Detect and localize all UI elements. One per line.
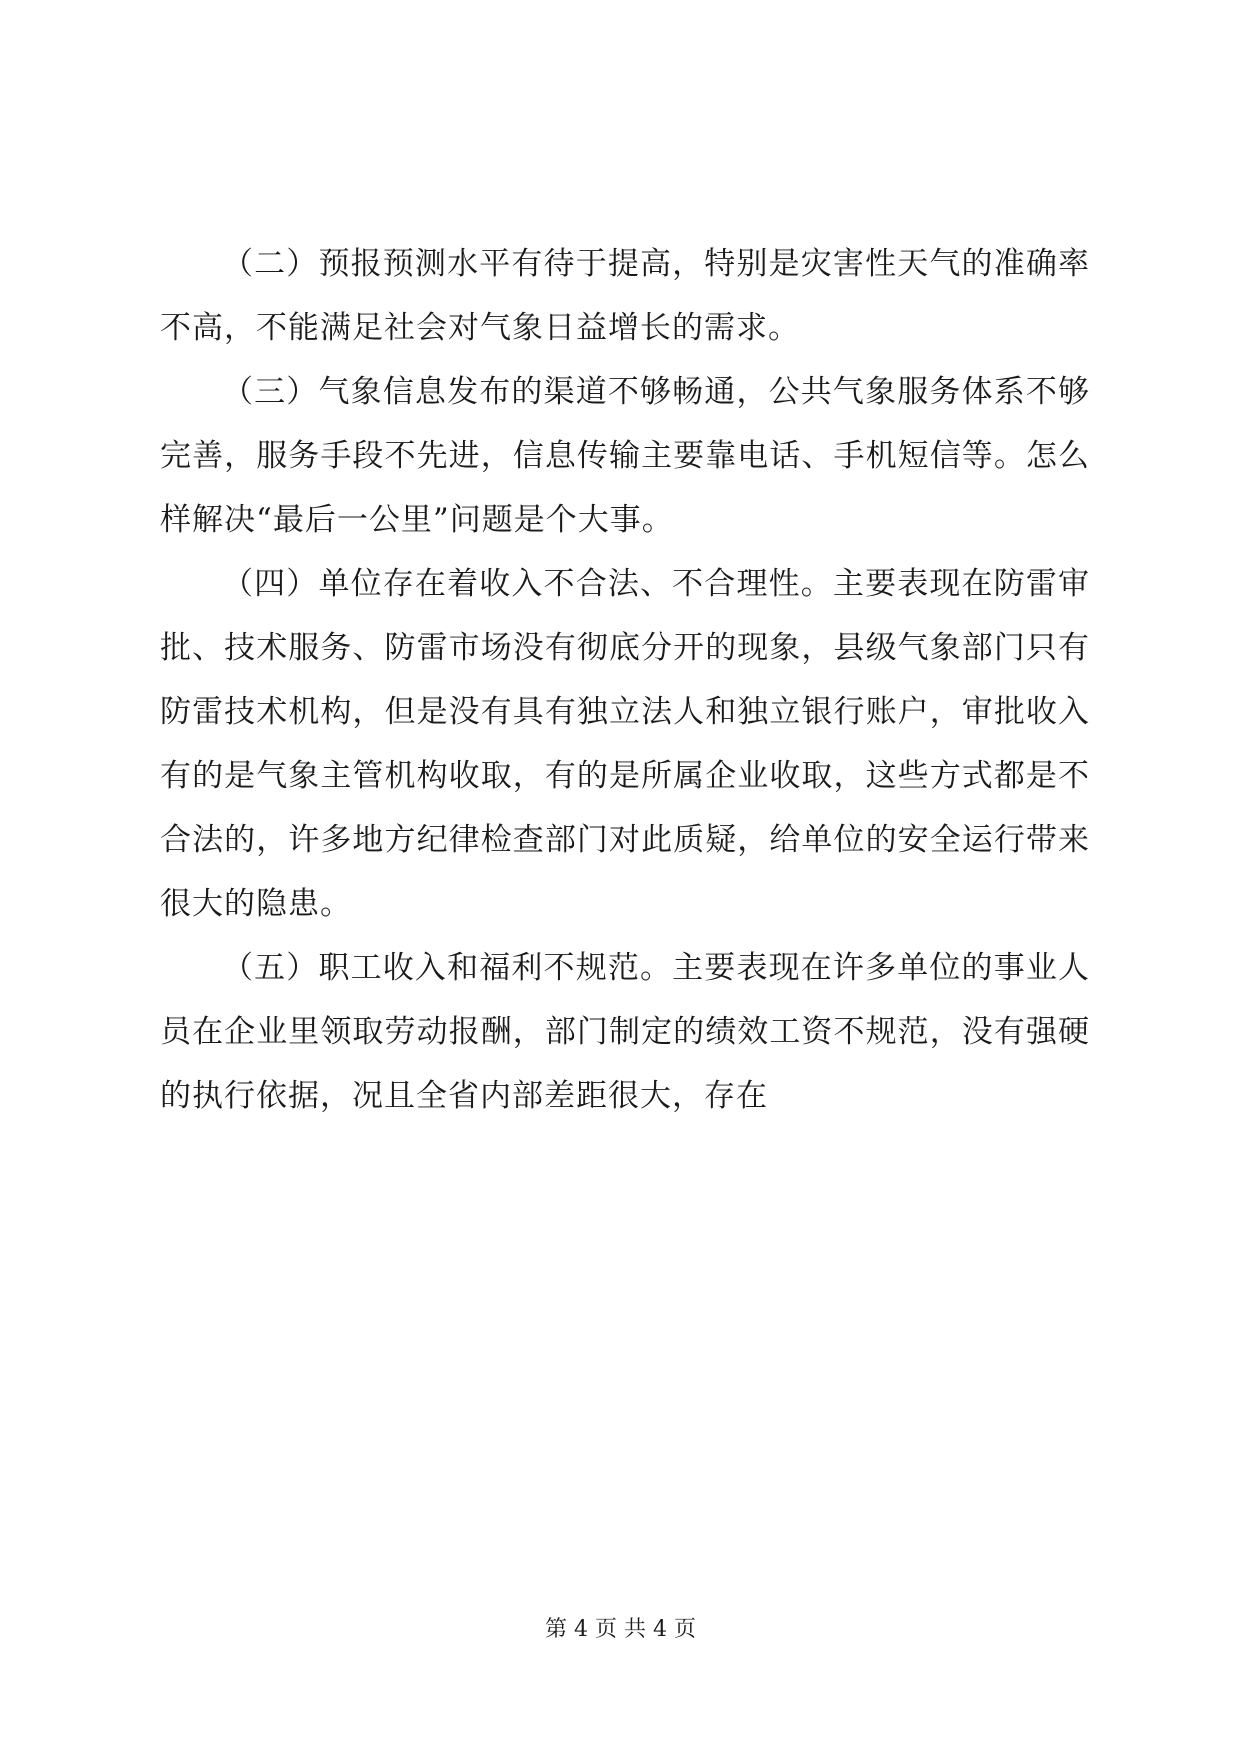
paragraph-2: （二）预报预测水平有待于提高，特别是灾害性天气的准确率不高，不能满足社会对气象日益增长的需求。 xyxy=(160,246,1090,346)
page-footer: 第 4 页 共 4 页 xyxy=(545,1617,696,1642)
document-body xyxy=(160,232,1090,1128)
paragraph-4: （四）单位存在着收入不合法、不合理性。主要表现在防雷审批、技术服务、防雷市场没有彻底分开的现象，县级气象部门只有防雷技术机构，但是没有具有独立法人和独立银行账户，审批收入有的是气象主管机构收取，有的是所属企业收取，这些方式都是不合法的，许多地方纪律检查部门对此质疑，给单位的安全运行带来很大的隐患。 xyxy=(160,566,1090,922)
paragraph-5: （五）职工收入和福利不规范。主要表现在许多单位的事业人员在企业里领取劳动报酬，部门制定的绩效工资不规范，没有强硬的执行依据，况且全省内部差距很大，存在 xyxy=(160,950,1090,1114)
paragraph-3: （三）气象信息发布的渠道不够畅通，公共气象服务体系不够完善，服务手段不先进，信息传输主要靠电话、手机短信等。怎么样解决“最后一公里”问题是个大事。 xyxy=(160,374,1090,538)
